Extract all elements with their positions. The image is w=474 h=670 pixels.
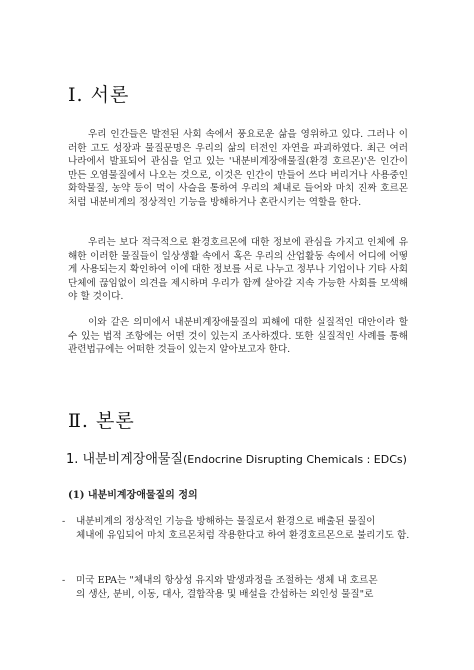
bullet-1-continuation: 체내에 유입되어 마치 호르몬처럼 작용한다고 하여 환경호르몬으로 불리기도 함. [76,530,410,541]
bullet-1-first-line: 내분비계의 정상적인 기능을 방해하는 물질로서 환경으로 배출된 물질이 [76,516,376,527]
intro-paragraph-1: 우리 인간들은 발전된 사회 속에서 풍요로운 삶을 영위하고 있다. 그러나 이러한 고도 성장과 물질문명은 우리의 삶의 터전인 자연을 파괴하였다. 최근 여러 나라에서 발표되어 관심을 얻고 있는 '내분비계장애물질(환경 호르몬)'은 인간이 만든 오염물질에서 나오는 것으로, 이것은 인간이 만들어 쓰다 버리거나 사용중인 화학물질, 농약 등이 먹이 사슬을 통하여 우리의 체내로 들어와 마치 진짜 호르몬처럼 내분비계의 정상적인 기능을 방해하거나 혼란시키는 역할을 한다. [68,129,408,208]
bullet-dash: - [62,575,66,586]
section-heading-body: Ⅱ. 본론 [68,410,135,432]
bullet-2-first-line: 미국 EPA는 "체내의 항상성 유지와 발생과정을 조절하는 생체 내 호르몬 [76,575,378,586]
bullet-dash: - [62,516,66,527]
bullet-item-1 [62,515,412,543]
intro-paragraph-3: 이와 같은 의미에서 내분비계장애물질의 피해에 대한 실질적인 대안이라 할 수 있는 법적 조항에는 어떤 것이 있는지 조사하겠다. 또한 실질적인 사례를 통해 관련법규에는 어떠한 것들이 있는지 알아보고자 한다. [68,317,408,356]
subheading-english: (Endocrine Disrupting Chemicals : EDCs) [183,453,407,466]
subsection-definition: (1) 내분비계장애물질의 정의 [68,490,198,501]
intro-paragraph-2: 우리는 보다 적극적으로 환경호르몬에 대한 정보에 관심을 가지고 인체에 유해한 이러한 물질들이 일상생활 속에서 혹은 우리의 산업활동 속에서 어디에 어떻게 사용되는지 확인하여 이에 대한 정보를 서로 나누고 정부나 기업이나 기타 사회단체에 끊임없이 의견을 제시하며 우리가 함께 살아갈 지속 가능한 사회를 모색해야 할 것이다. [68,237,408,303]
section-heading-intro: Ⅰ. 서론 [68,84,130,106]
bullet-item-2 [62,574,412,602]
subheading-edcs [66,448,407,467]
bullet-2-continuation: 의 생산, 분비, 이동, 대사, 결합작용 및 배설을 간섭하는 외인성 물질"로 [76,589,374,600]
subheading-korean: 1. 내분비계장애물질 [66,452,183,467]
